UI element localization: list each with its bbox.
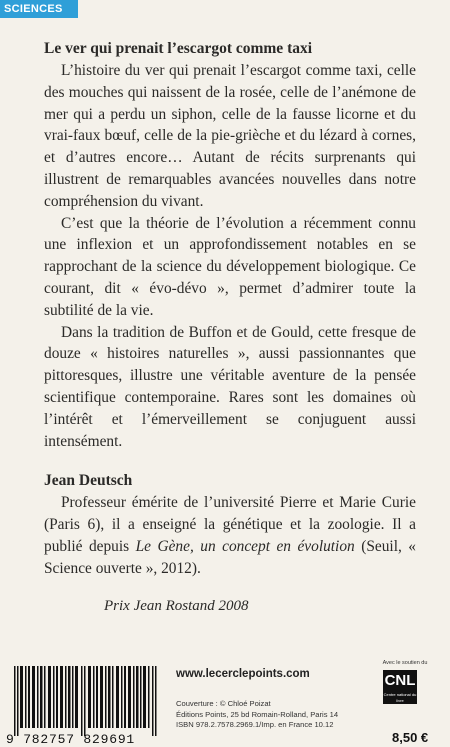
summary-paragraph-1: L’histoire du ver qui prenait l’escargot comme taxi, celle des mouches qui naissent de la rosée, celle de l’anémone de mer qui a perdu un siphon, celle de la fausse licorne et du vrai-faux bœuf, celle de la pie-grièche et du lézard à cornes, et d’autres encore… Autant de récits surprenants qui illustrent de remarquables avancées nouvelles dans notre compréhension du vivant. — [44, 62, 416, 210]
category-tag: SCIENCES — [0, 0, 78, 18]
summary-paragraph-3: Dans la tradition de Buffon et de Gould, cette fresque de douze « histoires naturelles », aussi passionnantes que pittoresques, illustre une véritable aventure de la pensée scientifique contemporaine. Rares sont les domaines où l’intérêt et l’émerveillement se conjuguent aussi intensément. — [44, 323, 416, 450]
barcode — [6, 666, 164, 736]
summary-paragraph-2: C’est que la théorie de l’évolution a récemment connu une inflexion et un approfondissement notables en se rapprochant de la science du développement biologique. Ce courant, dit « évo-dévo », permet d’admirer toute la subtilité de la vie. — [44, 214, 416, 319]
author-bio-book: Le Gène, un concept en évolution — [135, 537, 355, 555]
author-bio — [44, 492, 416, 579]
footer — [0, 654, 450, 747]
credit-line: ISBN 978.2.7578.2969.1/Imp. en France 10.12 — [176, 720, 334, 729]
cnl-logo — [383, 670, 417, 704]
credit-line: Éditions Points, 25 bd Romain-Rolland, Paris 14 — [176, 709, 339, 719]
support-caption: Avec le soutien du — [382, 660, 428, 666]
cnl-logo-subtitle: Centre national du livre — [383, 692, 417, 703]
author-name: Jean Deutsch — [44, 472, 133, 490]
author-bio-end: (Seuil, « Science ouverte », 2012). — [44, 537, 416, 577]
cnl-logo-text: CNL — [384, 672, 416, 689]
author-bio-text: Professeur émérite de l’université Pierre et Marie Curie (Paris 6), il a enseigné la génétique et la zoologie. Il a publié depuis — [44, 494, 416, 555]
barcode-number: 9 782757 829691 — [6, 732, 136, 747]
author-prize: Prix Jean Rostand 2008 — [104, 597, 249, 614]
publisher-website: www.lecerclepoints.com — [176, 668, 310, 680]
credits — [176, 699, 396, 731]
back-cover-text — [44, 38, 416, 615]
credit-line: Couverture : © Chloé Poizat — [176, 699, 271, 708]
price: 8,50 € — [392, 730, 429, 745]
book-title: Le ver qui prenait l’escargot comme taxi — [44, 40, 313, 57]
